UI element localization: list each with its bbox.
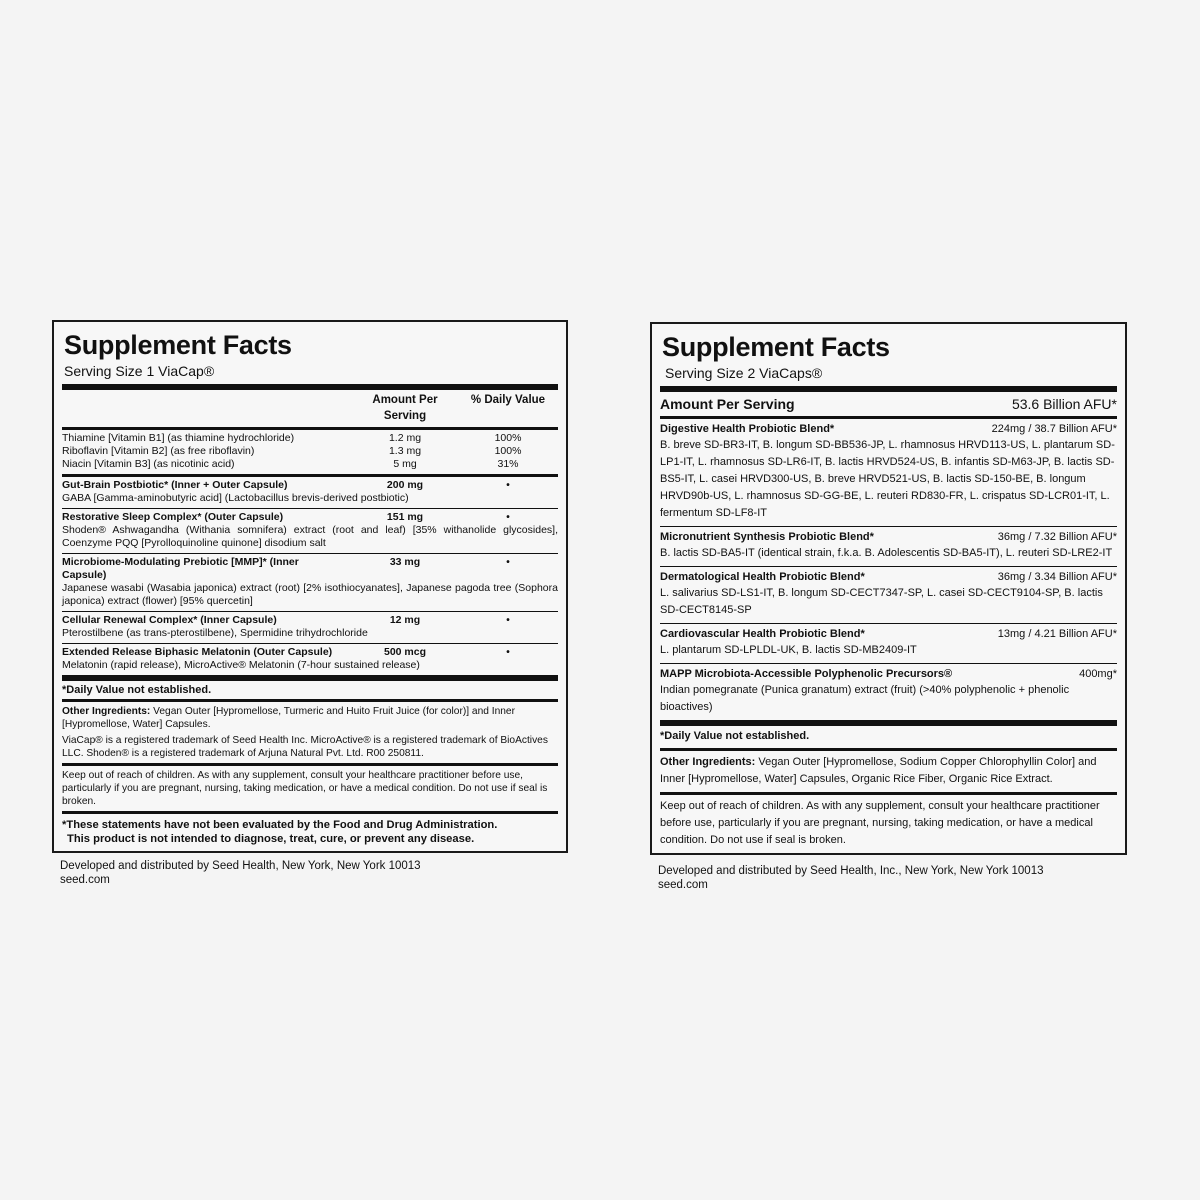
dv-header: % Daily Value [470, 394, 546, 406]
vitamins-section [62, 430, 558, 474]
left-footer: Developed and distributed by Seed Health, New York, New York 10013 seed.com [60, 860, 421, 886]
ingredient-section: Microbiome-Modulating Prebiotic [MMP]* (Inner Capsule) 33 mg • Japanese wasabi (Wasabia japonica) extract (root) [2% isothiocyanates], Japanese pagoda tree (Sophora japonica) extract (flower) [95% quercetin] [62, 556, 558, 607]
trademark-text: ViaCap® is a registered trademark of Seed Health Inc. MicroActive® is a registered trademark of BioActives LLC. Shoden® is a registered trademark of Arjuna Natural Pvt. Ltd. R00 250811. [62, 735, 548, 759]
left-serving-size: Serving Size 1 ViaCap® [64, 363, 215, 379]
nutrient-row: Thiamine [Vitamin B1] (as thiamine hydrochloride) 1.2 mg 100% [62, 432, 522, 444]
left-supplement-label [52, 320, 568, 887]
blend-section: Micronutrient Synthesis Probiotic Blend* 36mg / 7.32 Billion AFU* B. lactis SD-BA5-IT (identical strain, f.k.a. B. Adolescentis SD-BA5-IT), L. reuteri SD-LRE2-IT [660, 531, 1117, 559]
blend-section: Digestive Health Probiotic Blend* 224mg / 38.7 Billion AFU* B. breve SD-BR3-IT, B. longum SD-BB536-JP, L. rhamnosus HRVD113-US, L. plantarum SD-LP1-IT, L. rhamnosus SD-LR6-IT, B. lactis HRVD524-US, B. infantis SD-M63-JP, B. lactis SD-BS5-IT, L. casei HRVD300-US, B. breve HRVD521-US, B. lactis SD-150-BE, B. longum HRVD90b-US, L. rhamnosus SD-GG-BE, L. reuteri RD830-FR, L. crispatus SD-LCR01-IT, L. fermentum SD-LF8-IT [660, 423, 1117, 519]
warning-text: Keep out of reach of children. As with any supplement, consult your healthcare practitioner before use, particularly if you are pregnant, nursing, taking medication, or have a medical condition. Do not use if seal is broken. [660, 800, 1100, 846]
fda-statement: *These statements have not been evaluated by the Food and Drug Administration. This product is not intended to diagnose, treat, cure, or prevent any disease. [62, 819, 498, 845]
nutrient-row: Niacin [Vitamin B3] (as nicotinic acid) 5 mg 31% [62, 458, 519, 470]
left-facts-box [52, 320, 568, 853]
ingredient-section: Extended Release Biphasic Melatonin (Outer Capsule) 500 mcg • Melatonin (rapid release), MicroActive® Melatonin (7-hour sustained release) [62, 646, 510, 671]
amount-per-serving-row: Amount Per Serving 53.6 Billion AFU* [660, 396, 1117, 412]
other-ingredients: Other Ingredients: Vegan Outer [Hypromellose, Sodium Copper Chlorophyllin Color] and Inner [Hypromellose, Water] Capsules, Organic Rice Fiber, Organic Rice Extract. [660, 756, 1097, 785]
right-facts-box [650, 322, 1127, 855]
nutrient-row: Riboflavin [Vitamin B2] (as free riboflavin) 1.3 mg 100% [62, 445, 522, 457]
other-ingredients: Other Ingredients: Vegan Outer [Hypromellose, Turmeric and Huito Fruit Juice (for color)] and Inner [Hypromellose, Water] Capsules. [62, 706, 515, 730]
right-footer: Developed and distributed by Seed Health, Inc., New York, New York 10013 seed.com [658, 865, 1044, 891]
ingredient-section: Restorative Sleep Complex* (Outer Capsule) 151 mg • Shoden® Ashwagandha (Withania somnifera) extract (root and leaf) [35% withanolide glycosides], Coenzyme PQQ [Pyrolloquinoline quinone] disodium salt [62, 511, 558, 549]
right-serving-size: Serving Size 2 ViaCaps® [665, 365, 823, 381]
warning-text: Keep out of reach of children. As with any supplement, consult your healthcare practitioner before use, particularly if you are pregnant, nursing, taking medication, or have a medical condition. Do not use if seal is broken. [62, 770, 548, 807]
dv-note: *Daily Value not established. [62, 684, 212, 696]
ingredient-section: Cellular Renewal Complex* (Inner Capsule) 12 mg • Pterostilbene (as trans-pterostilbene), Spermidine trihydrochloride [62, 614, 510, 639]
ingredient-section: Gut-Brain Postbiotic* (Inner + Outer Capsule) 200 mg • GABA [Gamma-aminobutyric acid] (Lactobacillus brevis-derived postbiotic) [62, 479, 510, 504]
amount-header: Amount Per Serving [372, 394, 438, 422]
blend-section: Dermatological Health Probiotic Blend* 36mg / 3.34 Billion AFU* L. salivarius SD-LS1-IT, B. longum SD-CECT7347-SP, L. casei SD-CECT9104-SP, B. lactis SD-CECT8145-SP [660, 571, 1117, 616]
dv-note: *Daily Value not established. [660, 730, 810, 742]
left-column-headers [62, 390, 558, 427]
right-title: Supplement Facts [662, 332, 890, 362]
right-supplement-label [650, 322, 1127, 892]
left-title: Supplement Facts [64, 330, 292, 360]
blend-section: Cardiovascular Health Probiotic Blend* 13mg / 4.21 Billion AFU* L. plantarum SD-LPLDL-UK, B. lactis SD-MB2409-IT [660, 628, 1117, 656]
blend-section: MAPP Microbiota-Accessible Polyphenolic Precursors® 400mg* Indian pomegranate (Punica granatum) extract (fruit) (>40% polyphenolic + phenolic bioactives) [660, 668, 1117, 713]
